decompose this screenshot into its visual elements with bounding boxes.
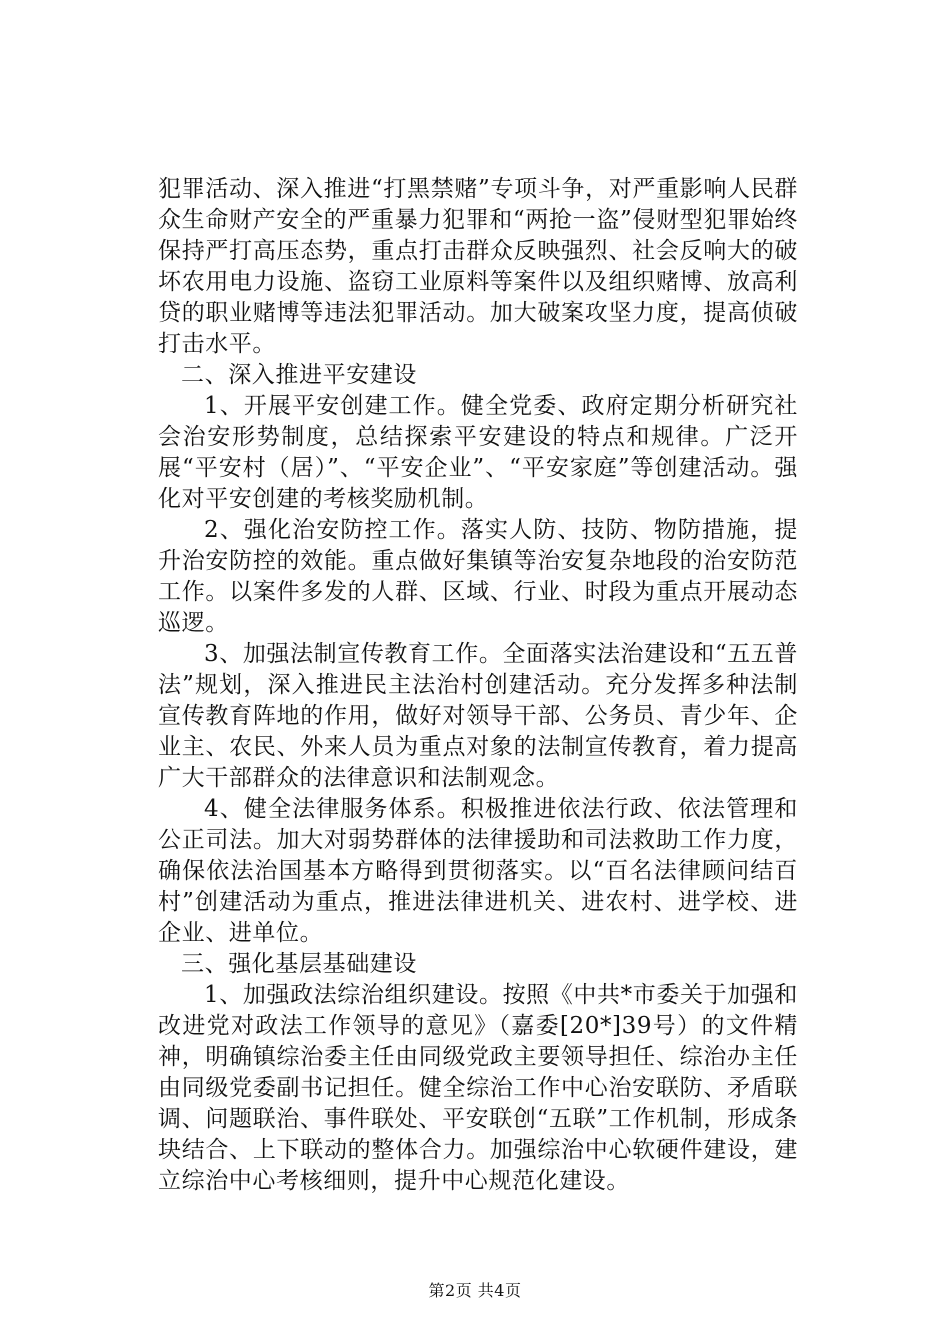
paragraph-item: 3、加强法制宣传教育工作。全面落实法治建设和“五五普法”规划，深入推进民主法治村创建活动。充分发挥多种法制宣传教育阵地的作用，做好对领导干部、公务员、青少年、企业主、农民、外来人员为重点对象的法制宣传教育，着力提高广大干部群众的法律意识和法制观念。 (158, 641, 798, 791)
paragraph-continuation: 犯罪活动、深入推进“打黑禁赌”专项斗争，对严重影响人民群众生命财产安全的严重暴力犯罪和“两抢一盗”侵财型犯罪始终保持严打高压态势，重点打击群众反映强烈、社会反响大的破坏农用电力设施、盗窃工业原料等案件以及组织赌博、放高利贷的职业赌博等违法犯罪活动。加大破案攻坚力度，提高侦破打击水平。 (158, 176, 798, 357)
paragraph-item: 2、强化治安防控工作。落实人防、技防、物防措施，提升治安防控的效能。重点做好集镇等治安复杂地段的治安防范工作。以案件多发的人群、区域、行业、时段为重点开展动态巡逻。 (158, 517, 798, 636)
section-heading-3: 三、强化基层基础建设 (181, 951, 417, 977)
paragraph-item: 1、加强政法综治组织建设。按照《中共*市委关于加强和改进党对政法工作领导的意见》（嘉委[20*]39号）的文件精神，明确镇综治委主任由同级党政主要领导担任、综治办主任由同级党委副书记担任。健全综治工作中心治安联防、矛盾联调、问题联治、事件联处、平安联创“五联”工作机制，形成条块结合、上下联动的整体合力。加强综治中心软硬件建设，建立综治中心考核细则，提升中心规范化建设。 (158, 982, 798, 1194)
paragraph-item: 4、健全法律服务体系。积极推进依法行政、依法管理和公正司法。加大对弱势群体的法律援助和司法救助工作力度，确保依法治国基本方略得到贯彻落实。以“百名法律顾问结百村”创建活动为重点，推进法律进机关、进农村、进学校、进企业、进单位。 (158, 796, 798, 946)
page-number-footer: 第2页 共4页 (428, 1281, 522, 1300)
section-heading-2: 二、深入推进平安建设 (181, 362, 417, 388)
document-body (158, 174, 798, 1197)
paragraph-item: 1、开展平安创建工作。健全党委、政府定期分析研究社会治安形势制度，总结探索平安建设的特点和规律。广泛开展“平安村（居）”、“平安企业”、“平安家庭”等创建活动。强化对平安创建的考核奖励机制。 (158, 393, 798, 512)
